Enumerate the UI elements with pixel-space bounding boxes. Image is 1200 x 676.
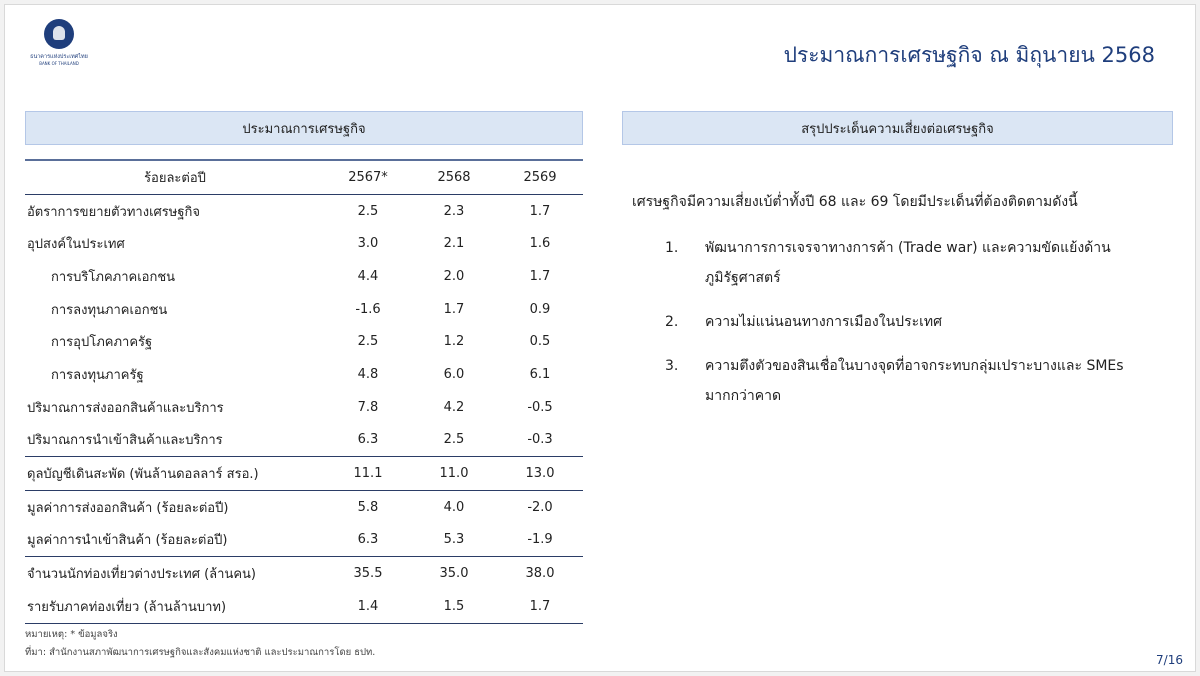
cell-2568: 2.3 <box>443 203 465 219</box>
cell-2567: 3.0 <box>357 236 379 252</box>
forecast-panel-header: ประมาณการเศรษฐกิจ <box>25 111 583 145</box>
table-row <box>25 391 583 424</box>
table-row <box>25 293 583 326</box>
logo-text-thai: ธนาคารแห่งประเทศไทย <box>30 54 88 60</box>
cell-2567: 7.8 <box>357 399 379 415</box>
column-header-2568: 2568 <box>437 169 471 185</box>
cell-2569: 1.7 <box>529 203 551 219</box>
cell-2568: 5.3 <box>443 532 465 548</box>
cell-2567: 35.5 <box>325 557 411 590</box>
cell-2567: 4.8 <box>357 366 379 382</box>
cell-2568: 2.1 <box>443 236 465 252</box>
table-row <box>25 490 583 523</box>
row-label: อัตราการขยายตัวทางเศรษฐกิจ <box>27 204 200 220</box>
risk-panel-header: สรุปประเด็นความเสี่ยงต่อเศรษฐกิจ <box>622 111 1173 145</box>
list-item-number: 1. <box>665 240 679 256</box>
column-header-2567: 2567* <box>348 169 388 185</box>
cell-2567: 1.4 <box>325 590 411 623</box>
cell-2569: -2.0 <box>497 490 583 523</box>
cell-2567: 2.5 <box>357 334 379 350</box>
cell-2567: -1.6 <box>355 301 381 317</box>
list-item <box>665 307 1165 337</box>
cell-2567: 6.3 <box>357 432 379 448</box>
row-label: จำนวนนักท่องเที่ยวต่างประเทศ (ล้านคน) <box>25 557 325 590</box>
cell-2569: 1.7 <box>497 590 583 623</box>
cell-2569: 1.7 <box>529 268 551 284</box>
table-source: ที่มา: สำนักงานสภาพัฒนาการเศรษฐกิจและสังคมแห่งชาติ และประมาณการโดย ธปท. <box>25 647 376 658</box>
cell-2569: -1.9 <box>527 532 553 548</box>
row-label: ดุลบัญชีเดินสะพัด (พันล้านดอลลาร์ สรอ.) <box>25 457 325 491</box>
table-row <box>25 457 583 491</box>
row-label: รายรับภาคท่องเที่ยว (ล้านล้านบาท) <box>25 590 325 623</box>
column-header-unit: ร้อยละต่อปี <box>144 170 206 186</box>
risk-intro: เศรษฐกิจมีความเสี่ยงเบ้ต่ำทั้งปี 68 และ 69 โดยมีประเด็นที่ต้องติดตามดังนี้ <box>632 194 1078 210</box>
table-row <box>25 557 583 590</box>
table-row <box>25 524 583 557</box>
list-item-text: ความตึงตัวของสินเชื่อในบางจุดที่อาจกระทบกลุ่มเปราะบางและ SMEs มากกว่าคาด <box>705 358 1124 404</box>
cell-2568: 1.7 <box>443 301 465 317</box>
list-item-number: 3. <box>665 358 679 374</box>
cell-2568: 11.0 <box>411 457 497 491</box>
table-row <box>25 260 583 293</box>
cell-2568: 35.0 <box>411 557 497 590</box>
table-note: หมายเหตุ: * ข้อมูลจริง <box>25 629 118 640</box>
slide <box>4 4 1196 672</box>
forecast-table <box>25 159 583 624</box>
cell-2567: 2.5 <box>357 203 379 219</box>
list-item <box>665 351 1165 411</box>
row-label: การลงทุนภาครัฐ <box>51 367 144 383</box>
row-label: ปริมาณการนำเข้าสินค้าและบริการ <box>27 433 223 449</box>
table-header-row <box>25 160 583 194</box>
table-row <box>25 424 583 457</box>
page-title: ประมาณการเศรษฐกิจ ณ มิถุนายน 2568 <box>783 43 1155 67</box>
row-label: การบริโภคภาคเอกชน <box>51 269 176 285</box>
bot-logo <box>19 19 99 66</box>
row-label: การอุปโภคภาครัฐ <box>51 335 153 351</box>
cell-2568: 2.5 <box>443 432 465 448</box>
table-row <box>25 194 583 227</box>
cell-2568: 6.0 <box>443 366 465 382</box>
cell-2567: 6.3 <box>357 532 379 548</box>
table-row <box>25 590 583 623</box>
cell-2569: 38.0 <box>497 557 583 590</box>
list-item-text: ความไม่แน่นอนทางการเมืองในประเทศ <box>705 314 943 330</box>
cell-2569: -0.3 <box>527 432 553 448</box>
table-row <box>25 358 583 391</box>
bot-emblem-icon <box>44 19 74 49</box>
cell-2569: 13.0 <box>497 457 583 491</box>
cell-2567: 4.4 <box>357 268 379 284</box>
row-label: การลงทุนภาคเอกชน <box>51 302 168 318</box>
cell-2567: 5.8 <box>325 490 411 523</box>
cell-2569: 0.9 <box>529 301 551 317</box>
cell-2569: 1.6 <box>529 236 551 252</box>
column-header-2569: 2569 <box>523 169 557 185</box>
cell-2569: 0.5 <box>529 334 551 350</box>
list-item-number: 2. <box>665 314 679 330</box>
cell-2569: 6.1 <box>529 366 551 382</box>
risk-list <box>665 233 1165 425</box>
cell-2569: -0.5 <box>527 399 553 415</box>
cell-2568: 4.2 <box>443 399 465 415</box>
list-item <box>665 233 1165 293</box>
table-row <box>25 325 583 358</box>
row-label: มูลค่าการส่งออกสินค้า (ร้อยละต่อปี) <box>25 490 325 523</box>
cell-2568: 2.0 <box>443 268 465 284</box>
logo-text-english: BANK OF THAILAND <box>39 61 79 66</box>
cell-2567: 11.1 <box>325 457 411 491</box>
cell-2568: 1.2 <box>443 334 465 350</box>
row-label: ปริมาณการส่งออกสินค้าและบริการ <box>27 400 224 416</box>
table-row <box>25 227 583 260</box>
row-label: อุปสงค์ในประเทศ <box>27 237 125 253</box>
row-label: มูลค่าการนำเข้าสินค้า (ร้อยละต่อปี) <box>27 533 228 549</box>
page-number: 7/16 <box>1156 653 1183 667</box>
cell-2568: 1.5 <box>411 590 497 623</box>
cell-2568: 4.0 <box>411 490 497 523</box>
list-item-text: พัฒนาการการเจรจาทางการค้า (Trade war) และความขัดแย้งด้านภูมิรัฐศาสตร์ <box>705 240 1111 286</box>
